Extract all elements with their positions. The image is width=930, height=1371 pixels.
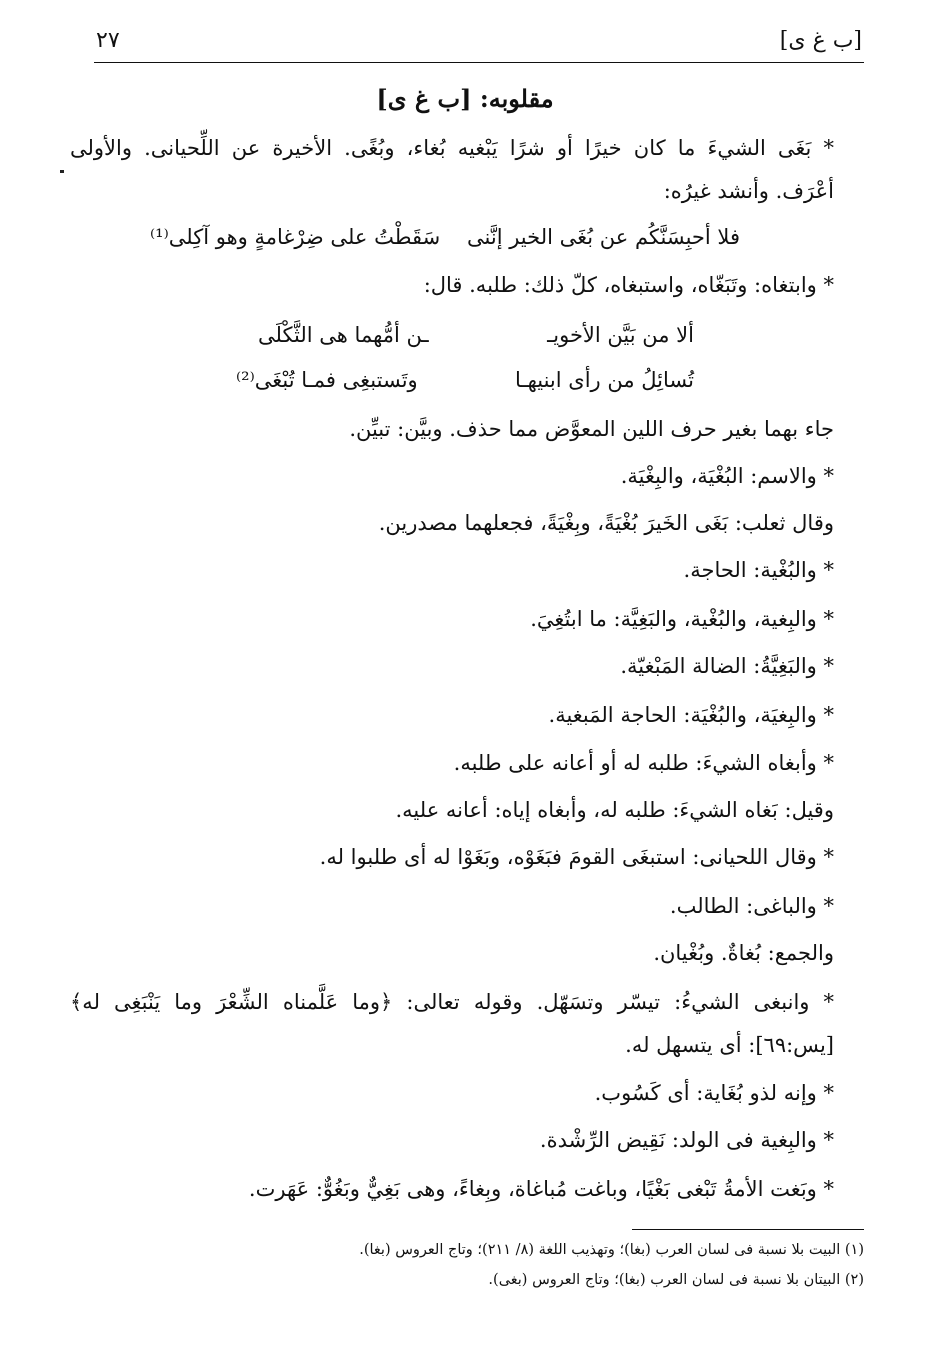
- text-line: جاء بهما بغير حرف اللين المعوَّض مما حذف. وبيَّن: تبيِّن.: [349, 417, 834, 441]
- text-line: وقال ثعلب: بَغَى الخَيرَ بُغْيَةً، وبِغْيَةً، فجعلهما مصدرين.: [378, 511, 834, 535]
- text-line: * والبِغية، والبُغْية، والبَغِيَّة: ما ابتُغِيَ.: [530, 607, 834, 631]
- text-line: وقيل: بَغاه الشيءَ: طلبه له، وأبغاه إياه: أعانه عليه.: [395, 798, 834, 822]
- verse-hemistich: سَقَطْتُ على ضِرْغامةٍ وهو آكِلى⁽¹⁾: [150, 225, 441, 249]
- verse-hemistich: تُسائِلُ من رأى ابنيهـا: [515, 368, 694, 392]
- section-heading: مقلوبه: [ب غ ى]: [376, 84, 554, 113]
- text-line: * والبِغيَة، والبُغْيَة: الحاجة المَبغية.: [548, 703, 834, 727]
- header-rule: [94, 62, 864, 63]
- header-root: [ب غ ى]: [779, 28, 862, 53]
- text-line: والجمع: بُغاةٌ. وبُغْيان.: [653, 941, 834, 965]
- text-line: * وإنه لذو بُغَاية: أى كَسُوب.: [594, 1081, 834, 1105]
- margin-mark: [60, 170, 64, 173]
- verse-hemistich: ـن أمُّهما هى الثَّكْلَى: [258, 323, 429, 347]
- page-number: ٢٧: [96, 28, 120, 53]
- text-line: * والاسم: البُغْيَة، والبِغْيَة.: [620, 464, 834, 488]
- text-line: * والباغى: الطالب.: [669, 894, 834, 918]
- text-line: * وبَغت الأمةُ تَبْغى بَغْيًا، وباغت مُباغاة، وبِغاءً، وهى بَغِيٌّ وبَغُوٌّ: عَهَرت.: [248, 1177, 834, 1201]
- text-line: * والبُغْية: الحاجة.: [683, 558, 834, 582]
- text-line: * والبَغِيَّةُ: الضالة المَبْغيّة.: [620, 654, 834, 678]
- text-line: أعْرَف. وأنشد غيرُه:: [663, 179, 834, 203]
- text-line: * وقال اللحيانى: استبغَى القومَ فبَغَوْه، وبَغَوْا له أى طلبوا له.: [319, 845, 834, 869]
- text-line: * وابتغاه: وتَبَغّاه، واستبغاه، كلّ ذلك: طلبه. قال:: [423, 273, 834, 297]
- verse-hemistich: وتَستبغِى فمـا تُبْغَى⁽²⁾: [236, 368, 418, 392]
- text-line: * والبِغية فى الولد: نَقِيض الرِّشْدة.: [539, 1128, 834, 1152]
- footnote-rule: [632, 1229, 864, 1230]
- footnote: (٢) البيتان بلا نسبة فى لسان العرب (بغا)؛ وتاج العروس (بغى).: [488, 1272, 864, 1288]
- footnote: (١) البيت بلا نسبة فى لسان العرب (بغا)؛ وتهذيب اللغة (٨/ ٢١١)؛ وتاج العروس (بغا).: [359, 1242, 864, 1258]
- verse-hemistich: فلا أحبِسَنَّكُم عن بُغَى الخير إنَّنى: [467, 225, 740, 249]
- text-line: * وأبغاه الشيءَ: طلبه له أو أعانه على طلبه.: [453, 751, 834, 775]
- verse-hemistich: ألا من بَيَّن الأخويـ: [547, 323, 694, 347]
- text-line: * وانبغى الشيءُ: تيسّر وتسَهّل. وقوله تعالى: ﴿وما عَلَّمناه الشِّعْرَ وما يَنْبَغِى له﴾: [70, 990, 834, 1014]
- text-line: [يس:٦٩]: أى يتسهل له.: [625, 1033, 834, 1057]
- text-line: * بَغَى الشيءَ ما كان خيرًا أو شرًا يَبْغيه بُغاء، وبُغًى. الأخيرة عن اللِّحيانى. والأولى: [70, 136, 834, 160]
